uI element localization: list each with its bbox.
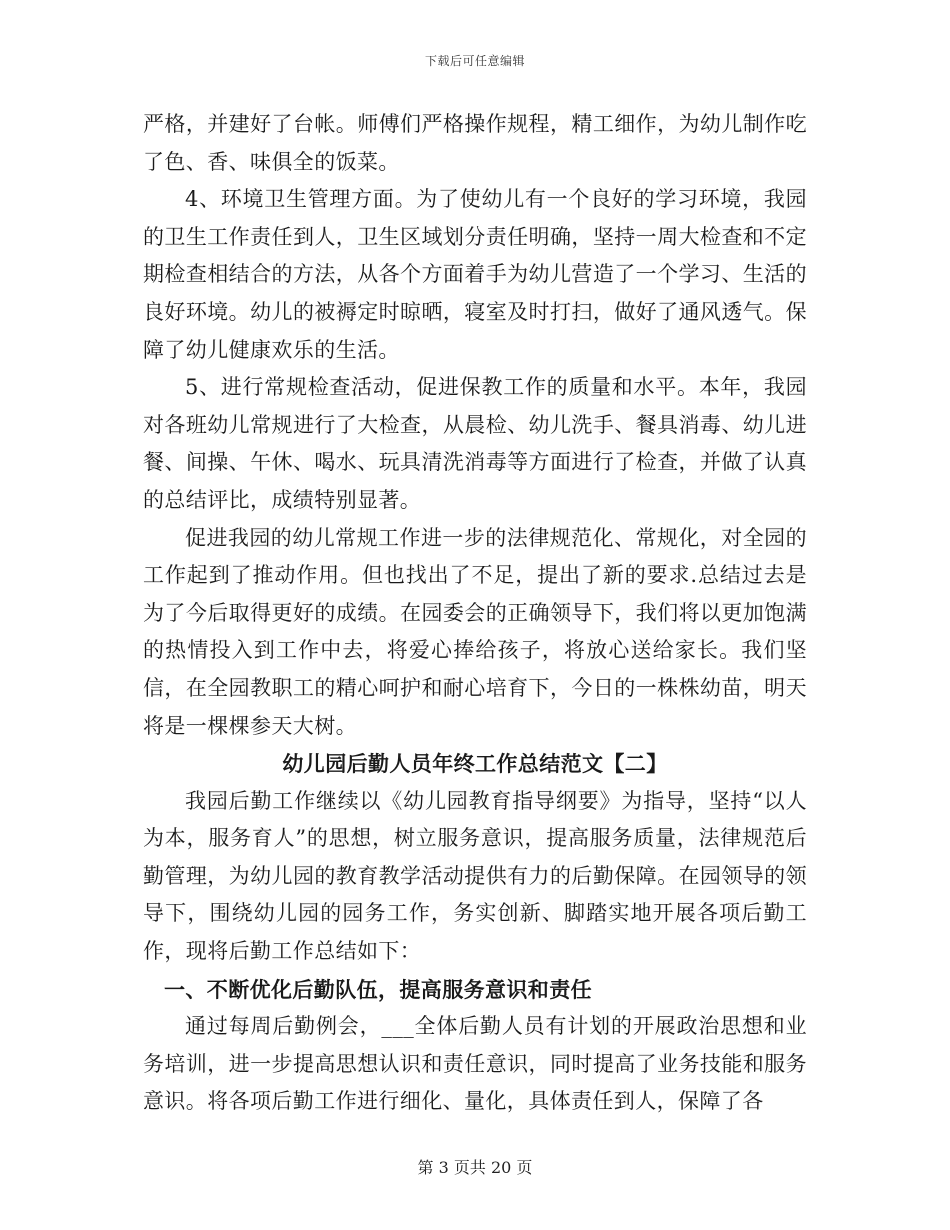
subsection-heading: 一、不断优化后勤队伍，提高服务意识和责任 (164, 976, 592, 1002)
paragraph-intro: 我园后勤工作继续以《幼儿园教育指导纲要》为指导，坚持“以人为本，服务育人”的思想，树立服务意识，提高服务质量，法律规范后勤管理，为幼儿园的教育教学活动提供有力的后勤保障。在园领导的领导下，围绕幼儿园的园务工作，务实创新、脚踏实地开展各项后勤工作，现将后勤工作总结如下： (143, 788, 807, 964)
page-footer: 第 3 页共 20 页 (417, 1158, 533, 1177)
paragraph-environment-hygiene: 4、环境卫生管理方面。为了使幼儿有一个良好的学习环境，我园的卫生工作责任到人，卫生区域划分责任明确，坚持一周大检查和不定期检查相结合的方法，从各个方面着手为幼儿营造了一个学习、生活的良好环境。幼儿的被褥定时晾晒，寝室及时打扫，做好了通风透气。保障了幼儿健康欢乐的生活。 (143, 187, 807, 362)
section-title: 幼儿园后勤人员年终工作总结范文【二】 (282, 751, 668, 777)
page-header: 下载后可任意编辑 (424, 54, 525, 68)
paragraph-continued: 严格，并建好了台帐。师傅们严格操作规程，精工细作，为幼儿制作吃了色、香、味俱全的饭菜。 (143, 112, 807, 174)
paragraph-routine-inspection: 5、进行常规检查活动，促进保教工作的质量和水平。本年，我园对各班幼儿常规进行了大检查，从晨检、幼儿洗手、餐具消毒、幼儿进餐、间操、午休、喝水、玩具清洗消毒等方面进行了检查，并做了认真的总结评比，成绩特别显著。 (143, 375, 807, 512)
paragraph-conclusion: 促进我园的幼儿常规工作进一步的法律规范化、常规化，对全园的工作起到了推动作用。但也找出了不足，提出了新的要求.总结过去是为了今后取得更好的成绩。在园委会的正确领导下，我们将以更加饱满的热情投入到工作中去，将爱心捧给孩子，将放心送给家长。我们坚信，在全园教职工的精心呵护和耐心培育下，今日的一株株幼苗，明天将是一棵棵参天大树。 (143, 525, 807, 738)
document-body (143, 106, 807, 1121)
paragraph-team-training: 通过每周后勤例会，___全体后勤人员有计划的开展政治思想和业务培训，进一步提高思想认识和责任意识，同时提高了业务技能和服务意识。将各项后勤工作进行细化、量化，具体责任到人，保障了各 (143, 1014, 807, 1114)
